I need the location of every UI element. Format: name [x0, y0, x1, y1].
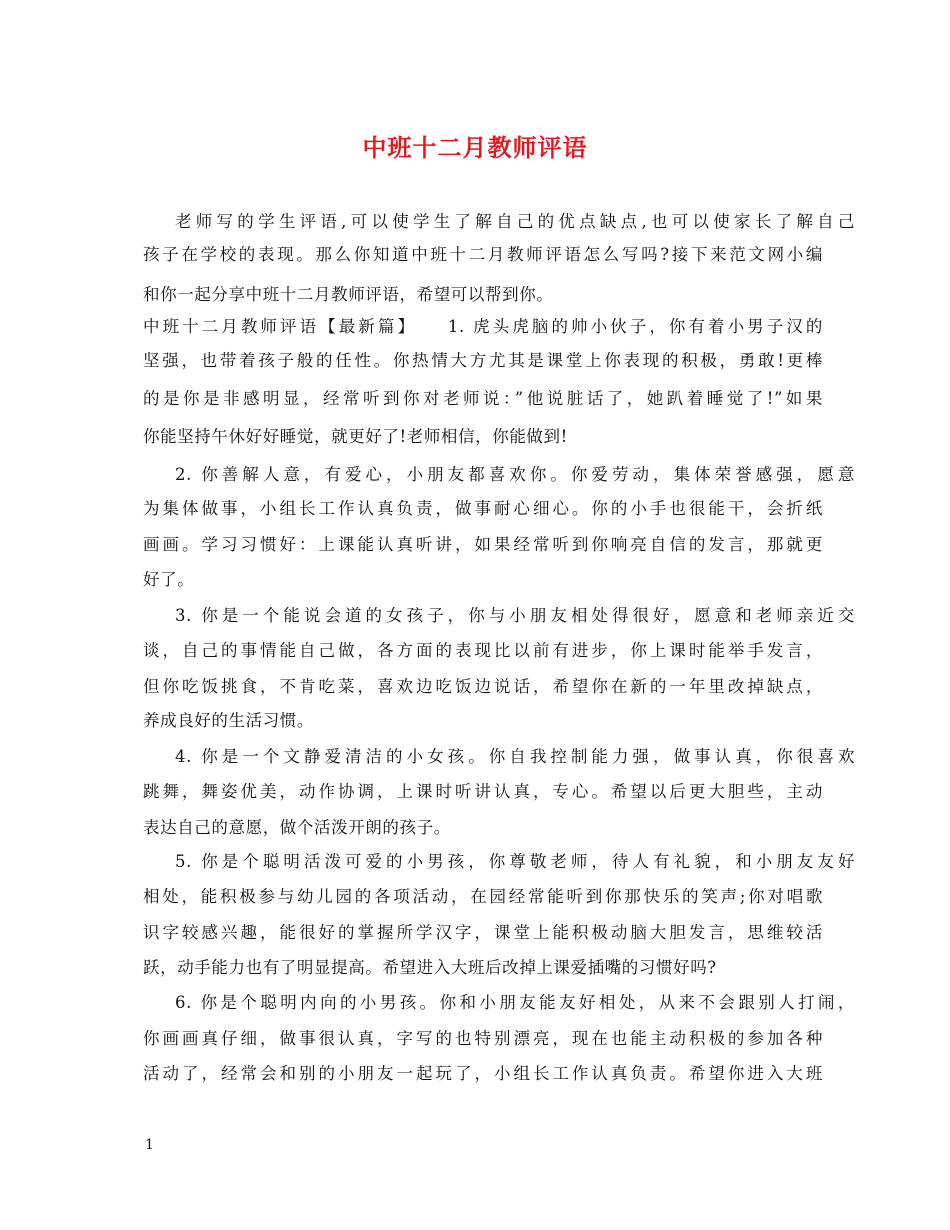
text-line: 2. 你善解人意，有爱心，小朋友都喜欢你。你爱劳动，集体荣誉感强，愿意: [175, 465, 855, 484]
text-line: 3. 你是一个能说会道的女孩子，你与小朋友相处得很好，愿意和老师亲近交: [175, 606, 855, 625]
text-line: 4. 你是一个文静爱清洁的小女孩。你自我控制能力强，做事认真，你很喜欢: [175, 747, 855, 766]
text-line: 相处，能积极参与幼儿园的各项活动，在园经常能听到你那快乐的笑声;你对唱歌: [143, 887, 823, 906]
text-line: 跳舞，舞姿优美，动作协调，上课时听讲认真，专心。希望以后更大胆些，主动: [143, 782, 823, 801]
text-line: 6. 你是个聪明内向的小男孩。你和小朋友能友好相处，从来不会跟别人打闹，: [175, 993, 855, 1012]
text-line: 中班十二月教师评语【最新篇】 1. 虎头虎脑的帅小伙子，你有着小男子汉的: [143, 317, 823, 336]
text-line: 好了。: [143, 570, 195, 589]
document-title: 中班十二月教师评语: [362, 133, 588, 162]
text-line: 和你一起分享中班十二月教师评语，希望可以帮到你。: [143, 285, 554, 304]
text-line: 坚强，也带着孩子般的任性。你热情大方尤其是课堂上你表现的积极，勇敢!更棒: [143, 351, 823, 370]
text-line: 孩子在学校的表现。那么你知道中班十二月教师评语怎么写吗?接下来范文网小编: [143, 245, 823, 264]
text-line: 老师写的学生评语,可以使学生了解自己的优点缺点,也可以使家长了解自己: [175, 212, 855, 231]
text-line: 5. 你是个聪明活泼可爱的小男孩，你尊敬老师，待人有礼貌，和小朋友友好: [175, 852, 855, 871]
text-line: 你画画真仔细，做事很认真，字写的也特别漂亮，现在也能主动积极的参加各种: [143, 1029, 823, 1048]
text-line: 的是你是非感明显，经常听到你对老师说：”他说脏话了，她趴着睡觉了!”如果: [143, 389, 823, 408]
text-line: 画画。学习习惯好：上课能认真听讲，如果经常听到你响亮自信的发言，那就更: [143, 535, 823, 554]
text-line: 养成良好的生活习惯。: [143, 711, 314, 730]
text-line: 谈，自己的事情能自己做，各方面的表现比以前有进步，你上课时能举手发言，: [143, 641, 823, 660]
text-line: 识字较感兴趣，能很好的掌握所学汉字，课堂上能积极动脑大胆发言，思维较活: [143, 923, 823, 942]
page-number: 1: [145, 1137, 154, 1153]
text-line: 但你吃饭挑食，不肯吃菜，喜欢边吃饭边说话，希望你在新的一年里改掉缺点，: [143, 677, 823, 696]
text-line: 表达自己的意愿，做个活泼开朗的孩子。: [143, 818, 451, 837]
text-line: 活动了，经常会和别的小朋友一起玩了，小组长工作认真负责。希望你进入大班: [143, 1064, 823, 1083]
text-line: 跃，动手能力也有了明显提高。希望进入大班后改掉上课爱插嘴的习惯好吗?: [143, 958, 717, 977]
text-line: 你能坚持午休好好睡觉，就更好了!老师相信，你能做到!: [143, 427, 568, 446]
text-line: 为集体做事，小组长工作认真负责，做事耐心细心。你的小手也很能干，会折纸: [143, 499, 823, 518]
